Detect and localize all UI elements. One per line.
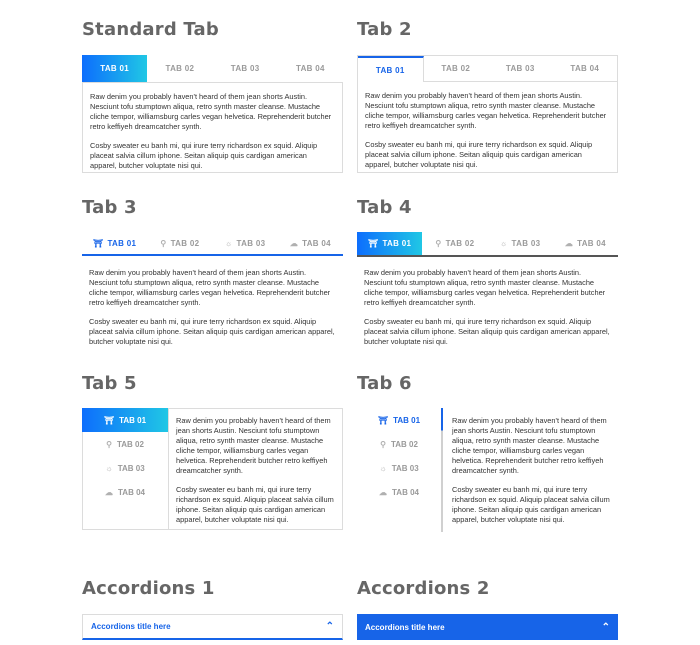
tab-04[interactable] <box>357 480 441 504</box>
search-icon: ⚲ <box>160 238 167 248</box>
content-paragraph-1: Raw denim you probably haven't heard of them jean shorts Austin. Nesciunt tofu stumptown aliqua, retro synth master cleanse. Mustache cliche tempor, williamsburg carles vegan helvetica. Reprehenderit butcher retro keffiyeh dreamcatcher synth. <box>89 268 331 307</box>
tab-content-panel <box>82 82 343 173</box>
tab-label: TAB 03 <box>511 239 541 248</box>
cloud-icon: ☁ <box>289 238 299 248</box>
section-title-tab-2: Tab 2 <box>357 19 412 40</box>
content-paragraph-1: Raw denim you probably haven't heard of them jean shorts Austin. Nesciunt tofu stumptown aliqua, retro synth master cleanse. Mustache cliche tempor, williamsburg carles vegan helvetica. Reprehenderit butcher retro keffiyeh dreamcatcher synth. <box>90 92 332 131</box>
tabbar-tab-4 <box>357 232 618 257</box>
bed-icon: ⛩ <box>368 239 379 248</box>
tab-04[interactable] <box>553 232 618 255</box>
tab-03[interactable] <box>213 232 278 254</box>
search-icon: ⚲ <box>380 439 386 449</box>
tab-label: TAB 04 <box>392 487 419 497</box>
tab-01[interactable] <box>358 56 424 82</box>
tab-04[interactable] <box>82 480 168 504</box>
tab-label: TAB 03 <box>391 463 419 473</box>
content-paragraph-1: Raw denim you probably haven't heard of them jean shorts Austin. Nesciunt tofu stumptown aliqua, retro synth master cleanse. Mustache cliche tempor, williamsburg carles vegan helvetica. Reprehenderit butcher retro keffiyeh dreamcatcher synth. <box>452 416 607 475</box>
section-title-tab-3: Tab 3 <box>82 197 137 218</box>
tab-01[interactable] <box>357 408 441 432</box>
tab-content-panel <box>82 259 343 350</box>
tab-02[interactable] <box>147 55 212 82</box>
tab-01[interactable] <box>82 55 147 82</box>
content-paragraph-2: Cosby sweater eu banh mi, qui irure terry richardson ex squid. Aliquip placeat salvia cillum iphone. Seitan aliquip quis cardigan american apparel, butcher voluptate nisi qui. <box>176 485 334 524</box>
vertical-divider <box>441 408 443 532</box>
tab-label: TAB 03 <box>230 64 260 73</box>
content-paragraph-2: Cosby sweater eu banh mi, qui irure terry richardson ex squid. Aliquip placeat salvia cillum iphone. Seitan aliquip quis cardigan american apparel, butcher voluptate nisi qui. <box>89 317 335 346</box>
search-icon: ⚲ <box>435 239 442 248</box>
tabbar-tab-2 <box>357 55 618 82</box>
cloud-icon: ☁ <box>379 487 388 497</box>
cloud-icon: ☁ <box>105 487 114 497</box>
content-paragraph-2: Cosby sweater eu banh mi, qui irure terry richardson ex squid. Aliquip placeat salvia cillum iphone. Seitan aliquip quis cardigan american apparel, butcher voluptate nisi qui. <box>90 141 318 170</box>
tab-label: TAB 02 <box>390 439 418 449</box>
tab-label: TAB 04 <box>118 487 145 497</box>
tab-04[interactable] <box>553 56 618 82</box>
content-paragraph-1: Raw denim you probably haven't heard of them jean shorts Austin. Nesciunt tofu stumptown aliqua, retro synth master cleanse. Mustache cliche tempor, williamsburg carles vegan helvetica. Reprehenderit butcher retro keffiyeh dreamcatcher synth. <box>176 416 331 475</box>
tab-label: TAB 03 <box>117 463 145 473</box>
tab-03[interactable] <box>82 456 168 480</box>
tab-label: TAB 01 <box>382 239 412 248</box>
content-paragraph-1: Raw denim you probably haven't heard of them jean shorts Austin. Nesciunt tofu stumptown aliqua, retro synth master cleanse. Mustache cliche tempor, williamsburg carles vegan helvetica. Reprehenderit butcher retro keffiyeh dreamcatcher synth. <box>365 91 607 130</box>
tab-label: TAB 02 <box>445 239 475 248</box>
tab-01[interactable] <box>82 408 168 432</box>
tab-label: TAB 04 <box>302 238 331 248</box>
tab-content-panel <box>176 416 336 525</box>
tab-01[interactable] <box>357 232 422 255</box>
bed-icon: ⛩ <box>377 415 389 425</box>
tab-04[interactable] <box>278 55 343 82</box>
chevron-up-icon: ⌃ <box>325 621 334 632</box>
section-title-accordions-2: Accordions 2 <box>357 578 490 599</box>
accordion-title: Accordions title here <box>91 622 171 631</box>
tab-label: TAB 01 <box>375 65 405 75</box>
tab-label: TAB 01 <box>393 415 421 425</box>
tab-label: TAB 01 <box>119 415 147 425</box>
lightbulb-icon: ☼ <box>105 463 113 473</box>
tab-03[interactable] <box>213 55 278 82</box>
vertical-tabs-tab-6 <box>357 408 441 504</box>
tab-label: TAB 04 <box>570 64 600 73</box>
tab-02[interactable] <box>357 432 441 456</box>
tab-02[interactable] <box>424 56 489 82</box>
tab-label: TAB 02 <box>165 64 195 73</box>
tab-02[interactable] <box>82 432 168 456</box>
lightbulb-icon: ☼ <box>224 238 233 248</box>
accordion-title: Accordions title here <box>365 622 445 632</box>
tabbar-tab-3 <box>82 232 343 256</box>
search-icon: ⚲ <box>106 439 112 449</box>
bed-icon: ⛩ <box>103 415 115 425</box>
tab-label: TAB 03 <box>236 238 266 248</box>
tab-label: TAB 04 <box>577 239 606 248</box>
tab-content-panel <box>452 416 612 525</box>
section-title-tab-6: Tab 6 <box>357 373 412 394</box>
lightbulb-icon: ☼ <box>499 239 508 248</box>
section-title-tab-5: Tab 5 <box>82 373 137 394</box>
tab-content-panel <box>357 259 618 350</box>
tab-01[interactable] <box>82 232 147 254</box>
section-title-standard-tab: Standard Tab <box>82 19 219 40</box>
cloud-icon: ☁ <box>564 239 574 248</box>
tab-04[interactable] <box>278 232 343 254</box>
content-paragraph-1: Raw denim you probably haven't heard of them jean shorts Austin. Nesciunt tofu stumptown aliqua, retro synth master cleanse. Mustache cliche tempor, williamsburg carles vegan helvetica. Reprehenderit butcher retro keffiyeh dreamcatcher synth. <box>364 268 606 307</box>
vertical-tabs-tab-5 <box>82 408 169 530</box>
tab-label: TAB 02 <box>441 64 471 73</box>
tab-03[interactable] <box>488 232 553 255</box>
tab-label: TAB 04 <box>295 64 325 73</box>
bed-icon: ⛩ <box>93 238 104 248</box>
chevron-up-icon: ⌃ <box>601 621 610 633</box>
accordion-header[interactable] <box>82 614 343 640</box>
tab-label: TAB 02 <box>170 238 200 248</box>
section-title-accordions-1: Accordions 1 <box>82 578 215 599</box>
tab-03[interactable] <box>488 56 553 82</box>
tab-label: TAB 01 <box>100 64 130 73</box>
tab-label: TAB 03 <box>505 64 535 73</box>
tab-label: TAB 01 <box>107 238 137 248</box>
lightbulb-icon: ☼ <box>379 463 387 473</box>
tab-03[interactable] <box>357 456 441 480</box>
tabbar-standard <box>82 55 343 82</box>
tab-content-panel <box>357 82 618 173</box>
tab-02[interactable] <box>422 232 487 255</box>
tab-02[interactable] <box>147 232 212 254</box>
tab-label: TAB 02 <box>116 439 144 449</box>
content-paragraph-2: Cosby sweater eu banh mi, qui irure terry richardson ex squid. Aliquip placeat salvia cillum iphone. Seitan aliquip quis cardigan american apparel, butcher voluptate nisi qui. <box>365 140 593 169</box>
accordion-header[interactable] <box>357 614 618 640</box>
content-paragraph-2: Cosby sweater eu banh mi, qui irure terry richardson ex squid. Aliquip placeat salvia cillum iphone. Seitan aliquip quis cardigan american apparel, butcher voluptate nisi qui. <box>364 317 610 346</box>
section-title-tab-4: Tab 4 <box>357 197 412 218</box>
content-paragraph-2: Cosby sweater eu banh mi, qui irure terry richardson ex squid. Aliquip placeat salvia cillum iphone. Seitan aliquip quis cardigan american apparel, butcher voluptate nisi qui. <box>452 485 610 524</box>
